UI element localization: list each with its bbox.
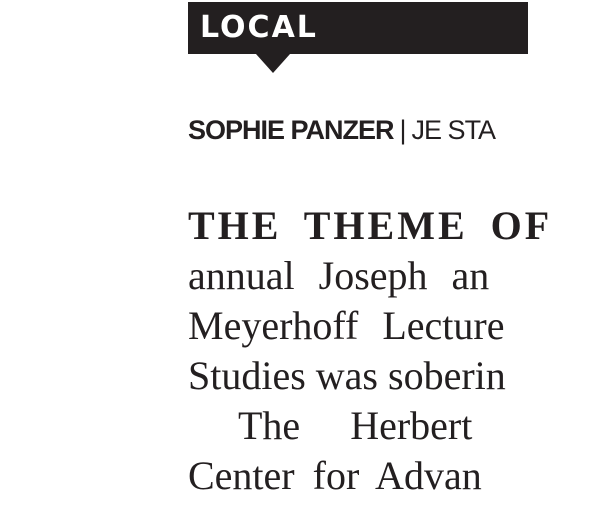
byline-separator: | [399, 115, 406, 145]
section-tag-pointer [256, 54, 290, 73]
section-tag-label: LOCAL [200, 10, 318, 45]
article-lead-line: THE THEME OF [188, 203, 553, 248]
article-line: Meyerhoff Lecture [188, 303, 505, 348]
byline-outlet: JE STA [411, 115, 496, 145]
article-paragraph-start: The Herbert [238, 403, 473, 448]
article-line: annual Joseph an [188, 253, 490, 298]
article-line: Center for Advan [188, 453, 482, 498]
byline [188, 112, 495, 148]
article-line: Studies was soberin [188, 353, 506, 398]
author-name: SOPHIE PANZER [188, 115, 394, 145]
article-body [188, 201, 608, 501]
